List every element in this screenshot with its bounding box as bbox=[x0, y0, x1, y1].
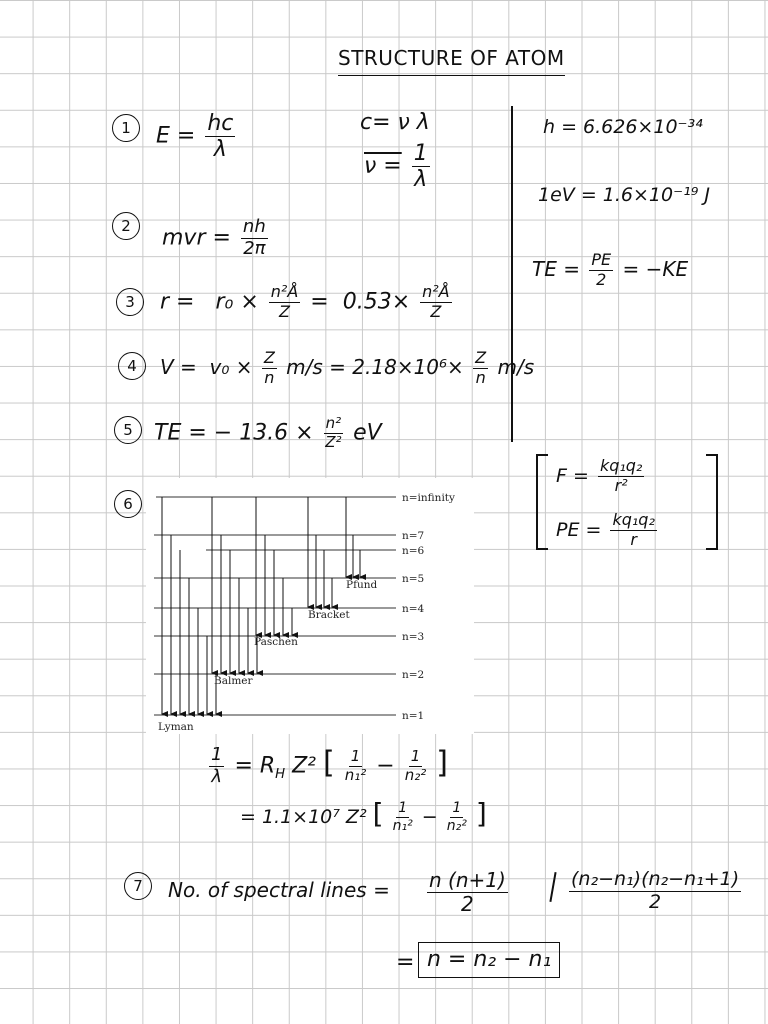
eq5-top: n² bbox=[325, 414, 342, 432]
eq3-bot2: Z bbox=[430, 301, 442, 321]
eq3-part2: 0.53× bbox=[342, 289, 411, 315]
series-label: Balmer bbox=[214, 675, 253, 687]
rydberg-b2-top: 1 bbox=[410, 747, 421, 766]
eq5-bot: Z² bbox=[325, 432, 342, 451]
force-top: kq₁q₂ bbox=[599, 456, 643, 475]
series-label: Pfund bbox=[346, 579, 378, 591]
rydberg-lhs-fraction bbox=[209, 746, 224, 787]
eq4-part2: 2.18×10⁶× bbox=[352, 354, 464, 379]
hydrogen-spectrum-diagram bbox=[146, 478, 474, 734]
eq4-bot1: n bbox=[264, 367, 275, 387]
series-label: Lyman bbox=[158, 721, 194, 733]
eq2-lhs: mvr = bbox=[162, 225, 231, 251]
spectral-lines-alt-formula bbox=[566, 870, 744, 913]
spectral-lines-formula bbox=[424, 870, 511, 915]
te-fraction bbox=[589, 252, 613, 289]
eq1b-fraction bbox=[412, 142, 430, 191]
eq1b-bot: λ bbox=[414, 167, 428, 193]
eq4-part1: v₀ × bbox=[209, 354, 253, 379]
series-label: Paschen bbox=[254, 636, 298, 648]
eq2-fraction bbox=[241, 218, 268, 259]
eq1-fraction bbox=[205, 112, 235, 161]
rydberg-b2-bot: n₂² bbox=[404, 765, 427, 784]
eq2-top: nh bbox=[242, 216, 266, 237]
rydberg-b2-fraction bbox=[405, 749, 427, 784]
eq5-lhs: TE = bbox=[154, 420, 207, 446]
eq1b-top: 1 bbox=[413, 141, 428, 166]
eq3-lhs: r = bbox=[160, 289, 195, 315]
rydberg-c2-bot: n₂² bbox=[446, 818, 467, 834]
boxed-result: n = n₂ − n₁ bbox=[418, 942, 560, 978]
eq4-fraction-2 bbox=[473, 350, 488, 387]
equation-number-1: 1 bbox=[112, 114, 140, 142]
eq4-top1: Z bbox=[263, 348, 275, 367]
force-bot: r² bbox=[614, 475, 628, 495]
coulomb-force bbox=[556, 458, 647, 495]
rydberg-b1-bot: n₁² bbox=[344, 765, 367, 784]
equation-2 bbox=[162, 218, 271, 259]
eq7-alt-top: (n₂−n₁)(n₂−n₁+1) bbox=[571, 868, 740, 890]
te-top: PE bbox=[591, 250, 612, 269]
eq4-top2: Z bbox=[475, 348, 487, 367]
series-label: Bracket bbox=[308, 609, 350, 621]
rydberg-line2-lhs: = 1.1×10⁷ Z² bbox=[240, 806, 367, 828]
separator-slash bbox=[549, 872, 556, 902]
eq3-fraction-1 bbox=[269, 284, 301, 321]
vertical-divider bbox=[511, 106, 513, 442]
left-bracket bbox=[536, 454, 548, 550]
equation-number-2: 2 bbox=[112, 212, 140, 240]
rydberg-minus: − bbox=[376, 753, 395, 779]
force-lhs: F = bbox=[556, 464, 589, 487]
equation-number-7: 7 bbox=[124, 872, 152, 900]
eq3-top2: n²Å bbox=[422, 282, 450, 301]
eq5-unit: eV bbox=[353, 420, 382, 446]
te-bot: 2 bbox=[596, 269, 607, 289]
equation-1 bbox=[156, 112, 238, 161]
eq3-mid: = bbox=[310, 289, 329, 315]
eq4-bot2: n bbox=[475, 367, 486, 387]
eq4-unit1: m/s = bbox=[286, 354, 346, 379]
potential-energy bbox=[556, 512, 660, 549]
eq4-lhs: V = bbox=[160, 354, 197, 379]
equation-number-4: 4 bbox=[118, 352, 146, 380]
pe-lhs: PE = bbox=[556, 518, 602, 541]
rydberg-b1-top: 1 bbox=[350, 747, 361, 766]
eq3-top1: n²Å bbox=[270, 282, 299, 301]
eq2-bot: 2π bbox=[243, 237, 266, 259]
rydberg-lhs-top: 1 bbox=[211, 744, 223, 765]
energy-level-label: n=5 bbox=[402, 573, 425, 585]
total-energy-relation bbox=[532, 252, 688, 289]
eq4-unit2: m/s bbox=[497, 354, 535, 379]
eq1-bot: λ bbox=[213, 137, 227, 163]
energy-level-svg bbox=[146, 478, 474, 734]
eq7-fraction bbox=[427, 870, 508, 915]
rydberg-eq: = R bbox=[234, 753, 276, 779]
equation-5 bbox=[154, 416, 382, 451]
equation-4 bbox=[160, 350, 534, 387]
equation-number-6: 6 bbox=[114, 490, 142, 518]
eq7-alt-bot: 2 bbox=[649, 890, 662, 913]
rydberg-b1-fraction bbox=[345, 749, 367, 784]
page-title: STRUCTURE OF ATOM bbox=[338, 46, 565, 70]
boxed-equals: = bbox=[396, 950, 415, 975]
rydberg-formula-line2: = 1.1×10⁷ Z² [ $\frac{1}{\text{n₁²}}$ − $\frac{1}{\text{n₂²}}$ ] bbox=[240, 797, 487, 834]
energy-level-label: n=1 bbox=[402, 710, 425, 722]
eq1-lhs: E = bbox=[156, 123, 196, 149]
equation-3 bbox=[160, 284, 455, 321]
pe-bot: r bbox=[630, 529, 637, 549]
eq7-alt-fraction bbox=[569, 870, 741, 913]
equation-number-3: 3 bbox=[116, 288, 144, 316]
te-lhs: TE = bbox=[532, 256, 580, 281]
eq3-bot1: Z bbox=[279, 301, 290, 321]
energy-level-label: n=infinity bbox=[402, 492, 455, 504]
eq5-fraction bbox=[324, 416, 344, 451]
rydberg-c2-top: 1 bbox=[452, 800, 462, 817]
equation-1b-line2 bbox=[364, 142, 433, 191]
electron-volt: 1eV = 1.6×10⁻¹⁹ J bbox=[538, 184, 710, 206]
eq5-part1: − 13.6 × bbox=[213, 420, 314, 446]
energy-level-label: n=7 bbox=[402, 530, 425, 542]
eq7-bot: 2 bbox=[461, 892, 474, 916]
te-rhs: = −KE bbox=[622, 256, 689, 281]
pe-fraction bbox=[610, 512, 656, 549]
rydberg-c2-fraction bbox=[447, 801, 467, 833]
spectral-lines-label: No. of spectral lines = bbox=[168, 878, 390, 902]
energy-level-label: n=4 bbox=[402, 603, 425, 615]
eq1-top: hc bbox=[207, 111, 234, 136]
rydberg-c1-bot: n₁² bbox=[392, 818, 413, 834]
equation-number-5: 5 bbox=[114, 416, 142, 444]
planck-constant: h = 6.626×10⁻³⁴ bbox=[543, 116, 703, 138]
rydberg-lhs-bot: λ bbox=[211, 765, 223, 787]
eq3-part1: r₀ × bbox=[215, 289, 259, 315]
rydberg-z: Z² bbox=[292, 753, 316, 779]
rydberg-c1-top: 1 bbox=[398, 800, 408, 817]
rydberg-c1-fraction bbox=[393, 801, 413, 833]
pe-top: kq₁q₂ bbox=[612, 510, 655, 529]
eq1b-lhs: ν = bbox=[364, 153, 402, 179]
rydberg-sub: H bbox=[275, 766, 286, 782]
eq7-top: n (n+1) bbox=[429, 868, 506, 892]
equation-1b-line1: c= ν λ bbox=[360, 110, 430, 135]
eq3-fraction-2 bbox=[420, 284, 452, 321]
right-bracket bbox=[706, 454, 718, 550]
energy-level-label: n=6 bbox=[402, 545, 425, 557]
rydberg-formula-line1: $\frac{1}{\lambda}$ = $R_H$ Z² [ $\frac{1}{\text{n₁²}}$ − $\frac{1}{\text{n₂²}}$ ] bbox=[211, 744, 448, 787]
force-fraction bbox=[598, 458, 644, 495]
energy-level-label: n=2 bbox=[402, 669, 425, 681]
eq4-fraction-1 bbox=[262, 350, 277, 387]
energy-level-label: n=3 bbox=[402, 631, 425, 643]
